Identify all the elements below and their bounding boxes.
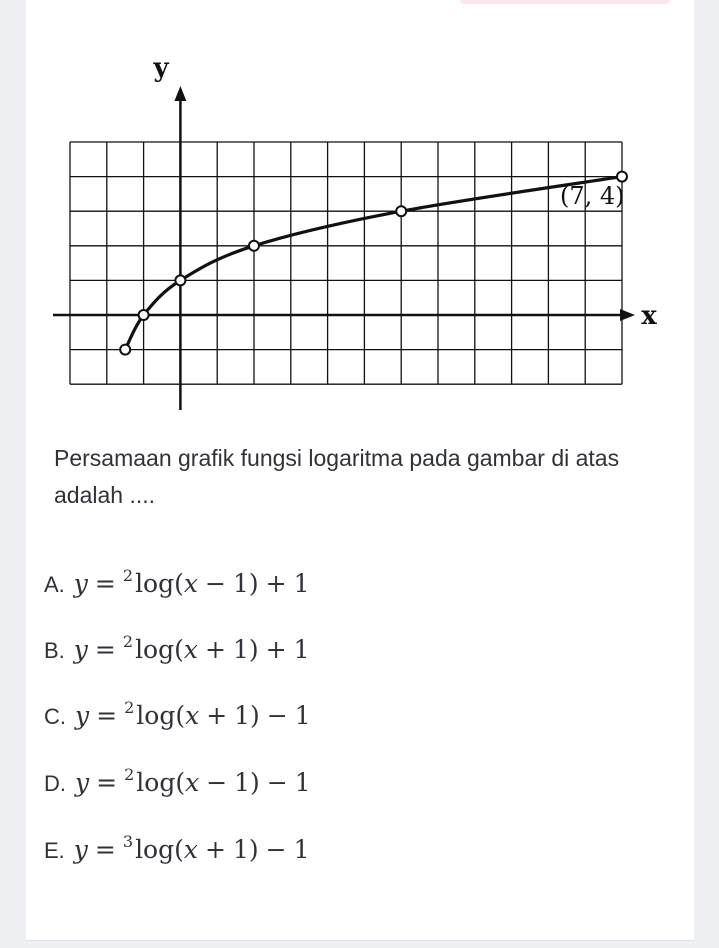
option-letter: B. bbox=[44, 638, 65, 663]
log-base: 2 bbox=[122, 566, 134, 585]
inner-sign: − bbox=[204, 569, 226, 598]
option-letter: D. bbox=[44, 771, 66, 796]
option-formula: y = $^2$log(x + 1) − 1 bbox=[75, 698, 311, 730]
option-letter: A. bbox=[44, 572, 65, 597]
point-label: (7, 4) bbox=[560, 182, 625, 210]
option-letter: E. bbox=[44, 838, 65, 863]
answer-option[interactable] bbox=[44, 765, 311, 805]
log-base: 3 bbox=[122, 832, 134, 851]
option-formula: y = $^2$log(x − 1) − 1 bbox=[75, 765, 311, 797]
inner-sign: + bbox=[204, 635, 226, 664]
inner-sign: + bbox=[204, 835, 226, 864]
card-bottom-divider bbox=[26, 940, 694, 941]
outer-sign: − bbox=[265, 835, 287, 864]
option-formula: y = $^3$log(x + 1) − 1 bbox=[73, 832, 310, 864]
answer-option[interactable] bbox=[44, 832, 309, 872]
outer-sign: − bbox=[266, 768, 288, 797]
curve-point bbox=[139, 310, 149, 320]
curve-point bbox=[617, 172, 627, 182]
log-base: 2 bbox=[122, 632, 134, 651]
answer-option[interactable] bbox=[44, 566, 309, 606]
inner-sign: − bbox=[206, 768, 228, 797]
log-base: 2 bbox=[124, 698, 135, 717]
x-axis-arrow bbox=[620, 309, 635, 321]
answer-option[interactable] bbox=[44, 632, 309, 672]
outer-sign: + bbox=[265, 635, 287, 664]
log-curve bbox=[125, 177, 622, 350]
y-axis-label: y bbox=[153, 53, 169, 83]
outer-sign: + bbox=[265, 569, 287, 598]
y-axis-arrow bbox=[174, 86, 186, 101]
question-text: Persamaan grafik fungsi logaritma pada gambar di atas adalah .... bbox=[54, 445, 620, 508]
curve-point bbox=[249, 241, 259, 251]
option-formula: y = $^2$log(x + 1) + 1 bbox=[73, 632, 310, 664]
x-axis-label: x bbox=[641, 301, 657, 331]
inner-sign: + bbox=[206, 701, 228, 730]
log-function-graph bbox=[0, 0, 719, 430]
curve-points bbox=[120, 172, 627, 355]
log-base: 2 bbox=[124, 765, 135, 784]
curve-point bbox=[396, 206, 406, 216]
answer-option[interactable] bbox=[44, 698, 311, 738]
option-formula: y = $^2$log(x − 1) + 1 bbox=[73, 566, 310, 598]
curve-point bbox=[120, 345, 130, 355]
outer-sign: − bbox=[266, 701, 288, 730]
curve-point bbox=[175, 275, 185, 285]
option-letter: C. bbox=[44, 704, 66, 729]
grid bbox=[70, 142, 622, 384]
